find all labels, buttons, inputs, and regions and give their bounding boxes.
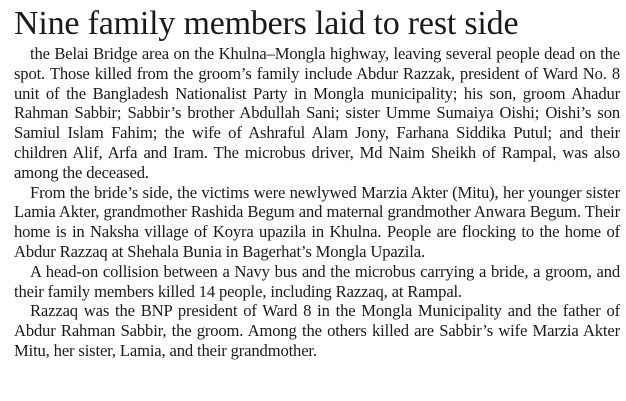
news-article [14, 4, 620, 361]
article-paragraph-2: From the bride’s side, the victims were newlywed Marzia Akter (Mitu), her younger sister Lamia Akter, grandmother Rashida Begum and maternal grandmother Anwara Begum. Their home is in Naksha village of Koyra upazila in Khulna. People are flocking to the home of Abdur Razzaq at Shehala Bunia in Bagerhat’s Mongla Upazila. [14, 182, 620, 261]
article-headline: Nine family members laid to rest side [14, 5, 519, 42]
article-paragraph-3: A head-on collision between a Navy bus and the microbus carrying a bride, a groom, and their family members killed 14 people, including Razzaq, at Rampal. [14, 261, 620, 301]
article-paragraph-1: the Belai Bridge area on the Khulna–Mongla highway, leaving several people dead on the spot. Those killed from the groom’s family include Abdur Razzak, president of Ward No. 8 unit of the Bangladesh Nationalist Party in Mongla municipality; his son, groom Ahadur Rahman Sabbir; Sabbir’s brother Abdullah Sani; sister Umme Sumaiya Oishi; Oishi’s son Samiul Islam Fahim; the wife of Ashraful Alam Jony, Farhana Siddika Putul; and their children Alif, Arfa and Iram. The microbus driver, Md Naim Sheikh of Rampal, was also among the deceased. [14, 44, 620, 182]
article-paragraph-4: Razzaq was the BNP president of Ward 8 in the Mongla Municipality and the father of Abdur Rahman Sabbir, the groom. Among the others killed are Sabbir’s wife Marzia Akter Mitu, her sister, Lamia, and their grandmother. [14, 301, 620, 360]
